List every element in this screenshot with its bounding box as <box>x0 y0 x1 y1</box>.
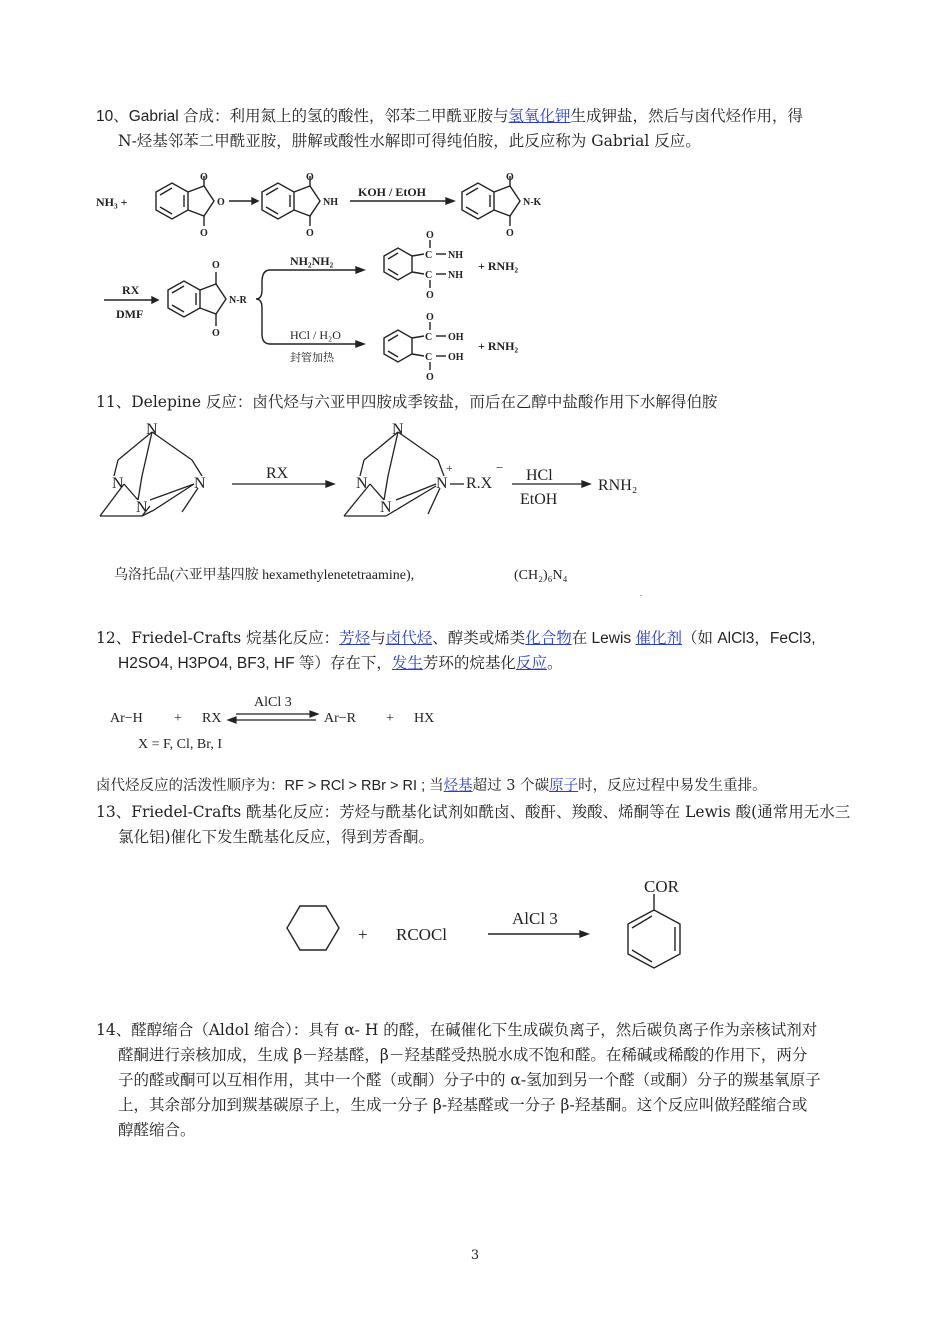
section-14-heading: 14、醛醇缩合（Aldol 缩合）： <box>96 1021 309 1039</box>
section-12-note: 卤代烃反应的活泼性顺序为：RF > RCl > RBr > RI ; 当烃基超过 3 个碳原子时，反应过程中易发生重排。 <box>96 778 767 794</box>
svg-text:O: O <box>506 172 514 183</box>
svg-text:NH: NH <box>448 270 463 281</box>
link-haloalkane[interactable]: 卤代烃 <box>385 629 433 647</box>
section-13-heading: 13、Friedel-Crafts 酰基化反应： <box>96 803 340 821</box>
svg-text:R.X: R.X <box>466 475 493 492</box>
svg-text:N: N <box>146 421 158 438</box>
svg-text:+: + <box>446 461 453 475</box>
hexamine-caption: 乌洛托品(六亚甲基四胺 hexamethylenetetraamine), <box>114 568 415 583</box>
svg-text:NH₂NH₂: NH₂NH₂ <box>290 254 334 268</box>
link-alkyl[interactable]: 烃基 <box>443 778 473 794</box>
svg-text:封管加热: 封管加热 <box>290 352 334 364</box>
svg-text:C: C <box>425 250 433 261</box>
fig-nh3: NH₃ + <box>96 195 128 209</box>
svg-text:+ RNH₂: + RNH₂ <box>478 259 519 273</box>
svg-text:N-K: N-K <box>523 197 542 208</box>
acylation-figure <box>264 872 704 972</box>
svg-text:O: O <box>426 312 434 323</box>
svg-text:C: C <box>425 332 433 343</box>
svg-text:EtOH: EtOH <box>520 491 558 508</box>
svg-text:O: O <box>212 328 220 339</box>
svg-text:C: C <box>425 270 433 281</box>
svg-text:OH: OH <box>448 332 464 343</box>
svg-text:O: O <box>426 230 434 241</box>
svg-text:Ar−R: Ar−R <box>324 711 357 726</box>
svg-text:N-R: N-R <box>229 295 247 306</box>
svg-text:−: − <box>496 460 504 475</box>
svg-text:X = F, Cl, Br, I: X = F, Cl, Br, I <box>138 737 222 752</box>
svg-text:HCl: HCl <box>526 467 553 484</box>
svg-text:N: N <box>194 475 206 492</box>
delepine-figure <box>94 416 654 596</box>
svg-text:OH: OH <box>448 352 464 363</box>
svg-text:RCOCl: RCOCl <box>396 925 448 944</box>
section-13: 13、Friedel-Crafts 酰基化反应：芳烃与酰基化试剂如酰卤、酸酐、羧酸、烯酮等在 Lewis 酸(通常用无水三 氯化铝)催化下发生酰基化反应，得到芳香酮。 <box>96 803 851 846</box>
section-14: 14、醛醇缩合（Aldol 缩合）：具有 α- H 的醛，在碱催化下生成碳负离子，然后碳负离子作为亲核试剂对 醛酮进行亲核加成，生成 β－羟基醛，β－羟基醛受热脱水成不饱和醛。在稀碱或稀酸的作用下，两分 子的醛或酮可以互相作用，其中一个醛（或酮）分子中的 α-氢加到另一个醛（或酮）分子的羰基氧原子 上，其余部分加到羰基碳原子上，生成一分子 β-羟基醛或一分子 β-羟基酮。这个反应叫做羟醛缩合或 醇醛缩合。 <box>96 1021 821 1139</box>
svg-text:N: N <box>380 499 392 516</box>
section-12: 12、Friedel-Crafts 烷基化反应：芳烃与卤代烃、醇类或烯类化合物在 Lewis 催化剂（如 AlCl3，FeCl3, H2SO4, H3PO4, BF3, HF 等）存在下，发生芳环的烷基化反应。 <box>96 629 816 672</box>
svg-text:+: + <box>386 711 394 726</box>
svg-text:.: . <box>640 589 642 596</box>
link-atom[interactable]: 原子 <box>549 778 579 794</box>
svg-text:RNH₂: RNH₂ <box>598 477 638 494</box>
section-10-text-1: 利用氮上的氢的酸性，邻苯二甲酰亚胺与 <box>229 107 509 125</box>
link-occur[interactable]: 发生 <box>391 654 423 672</box>
svg-text:O: O <box>200 228 208 239</box>
svg-text:+: + <box>174 711 182 726</box>
section-10-line-2: N-烃基邻苯二甲酰亚胺，肼解或酸性水解即可得纯伯胺，此反应称为 Gabrial 反应。 <box>118 132 701 150</box>
section-10-text-2: 生成钾盐，然后与卤代烃作用，得 <box>570 107 804 125</box>
svg-text:HX: HX <box>414 711 435 726</box>
svg-text:O: O <box>426 372 434 383</box>
svg-text:RX: RX <box>266 465 289 482</box>
gabriel-synthesis-figure <box>94 166 554 386</box>
link-aromatic-hydrocarbon[interactable]: 芳烃 <box>339 629 371 647</box>
section-10 <box>96 104 868 154</box>
fig-koh-etoh: KOH / EtOH <box>358 185 427 199</box>
section-11-heading: 11、Delepine 反应： <box>96 393 253 411</box>
svg-text:O: O <box>212 260 220 271</box>
svg-text:+ RNH₂: + RNH₂ <box>478 339 519 353</box>
svg-text:O: O <box>506 228 514 239</box>
svg-text:Ar−H: Ar−H <box>110 711 143 726</box>
svg-text:NH: NH <box>448 250 463 261</box>
svg-text:+: + <box>358 925 368 944</box>
section-12-heading: 12、Friedel-Crafts 烷基化反应： <box>96 629 340 647</box>
svg-text:N: N <box>392 421 404 438</box>
svg-text:N: N <box>356 475 368 492</box>
section-11-text: 卤代烃与六亚甲四胺成季铵盐，而后在乙醇中盐酸作用下水解得伯胺 <box>252 393 718 411</box>
svg-text:N: N <box>136 499 148 516</box>
link-potassium-hydroxide[interactable]: 氢氧化钾 <box>508 107 571 125</box>
svg-text:COR: COR <box>644 877 679 896</box>
svg-text:N: N <box>436 475 448 492</box>
section-10-heading: 10、Gabrial 合成： <box>96 108 230 125</box>
page-number: 3 <box>470 1248 480 1263</box>
svg-text:HCl / H₂O: HCl / H₂O <box>290 328 341 342</box>
svg-text:O: O <box>306 228 314 239</box>
link-compound[interactable]: 化合物 <box>525 629 572 647</box>
svg-text:O: O <box>426 290 434 301</box>
link-catalyst[interactable]: 催化剂 <box>635 629 683 647</box>
link-reaction[interactable]: 反应 <box>515 654 547 672</box>
svg-text:N: N <box>112 475 124 492</box>
svg-text:RX: RX <box>122 283 140 297</box>
svg-text:O: O <box>200 172 208 183</box>
svg-text:C: C <box>425 352 433 363</box>
svg-text:RX: RX <box>202 711 222 726</box>
svg-text:AlCl 3: AlCl 3 <box>512 909 558 928</box>
hexamine-formula: (CH₂)₆N₄ <box>514 568 568 583</box>
svg-text:DMF: DMF <box>116 307 144 321</box>
svg-text:O: O <box>306 172 314 183</box>
svg-text:O: O <box>217 197 225 208</box>
alkylation-figure <box>104 690 464 756</box>
svg-text:NH: NH <box>323 197 338 208</box>
section-11 <box>96 390 868 415</box>
svg-text:AlCl 3: AlCl 3 <box>254 695 292 710</box>
